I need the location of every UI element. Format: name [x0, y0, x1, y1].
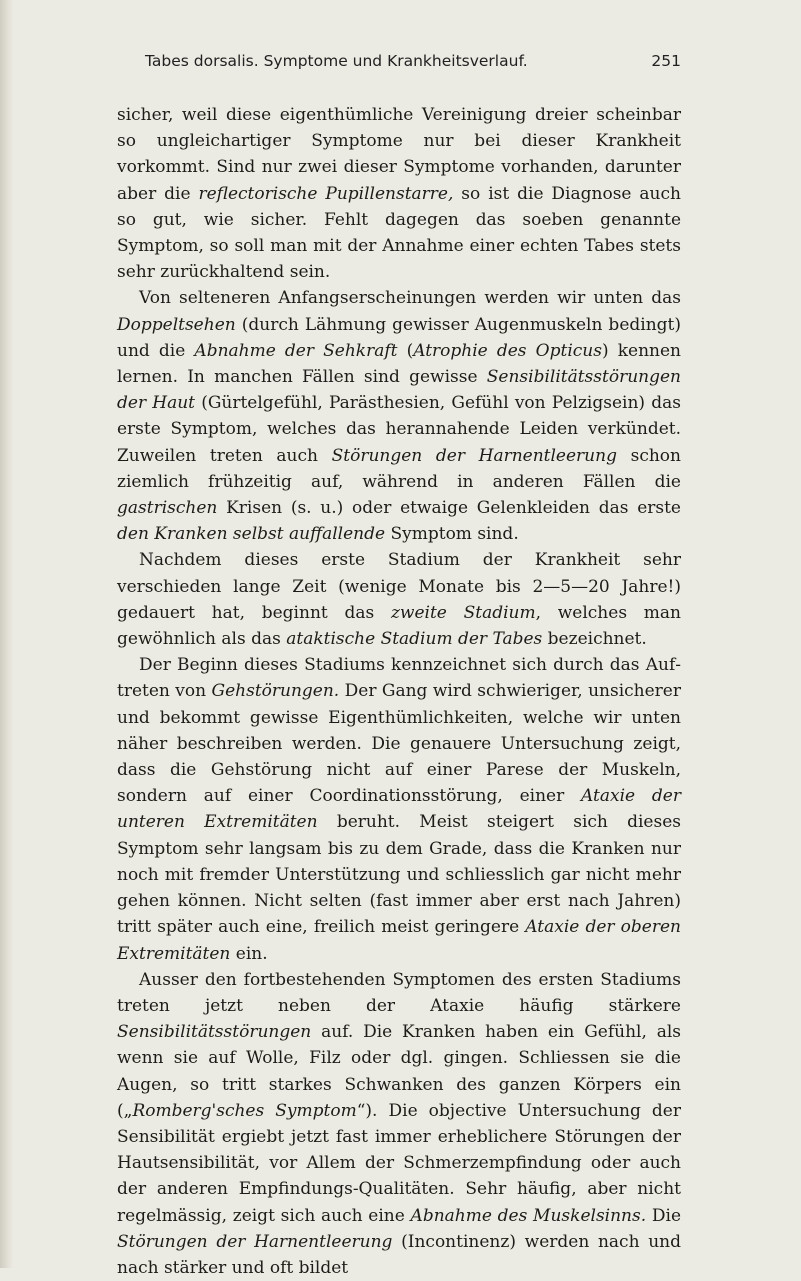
- text-run: auf. Die Kranken haben ein Gefühl, als wenn sie auf Wolle, Filz oder dgl. gingen. Schliessen sie die Augen, so tritt starkes Schwanken des ganzen Körpers ein („: [117, 1022, 681, 1121]
- running-header: [117, 52, 681, 78]
- text-run: (Incontinenz) werden nach und nach stärker und oft bildet: [117, 1231, 681, 1278]
- italic-text: reflectorische Pupillenstarre,: [198, 183, 454, 204]
- book-page: [117, 52, 681, 1281]
- italic-text: Gehstörungen.: [211, 681, 340, 702]
- italic-text: Romberg'sches Symptom: [132, 1100, 357, 1121]
- text-run: beruht. Meist steigert sich dieses Symptom sehr langsam bis zu dem Grade, dass die Kranken nur noch mit fremder Unterstützung und schliesslich gar nicht mehr gehen können. Nicht selten (fast immer aber erst nach Jahren) tritt später auch eine, freilich meist geringere: [117, 812, 682, 938]
- text-run: (: [397, 340, 414, 361]
- italic-text: Sensibilitätsstörungen: [117, 1022, 312, 1043]
- italic-text: gastrischen: [117, 498, 218, 519]
- italic-text: Atrophie des Opticus: [413, 340, 602, 361]
- text-run: Von selteneren Anfangserscheinungen werden wir unten das: [139, 288, 681, 309]
- text-run: Krisen (s. u.) oder etwaige Gelenkleiden das erste: [217, 498, 681, 519]
- body-text: [117, 102, 681, 1281]
- italic-text: Störungen der Harnentleerung: [117, 1231, 393, 1252]
- book-binding-edge: [0, 0, 14, 1268]
- text-run: ein.: [230, 943, 268, 964]
- text-run: Die: [646, 1205, 682, 1226]
- paragraph: [117, 547, 681, 652]
- paragraph: [117, 102, 681, 285]
- page-number: 251: [651, 52, 681, 70]
- italic-text: Abnahme des Muskelsinns.: [410, 1205, 647, 1226]
- text-run: Der Gang wird schwieriger, unsicherer und bekommt gewisse Eigenthümlichkeiten, welche wir unten näher beschreiben werden. Die genauere Untersuchung zeigt, dass die Gehstörung nicht auf einer Parese der Muskeln, sondern auf einer Coordinationsstörung, einer: [117, 681, 681, 807]
- paragraph: [117, 285, 681, 547]
- italic-text: Doppeltsehen: [117, 314, 236, 335]
- italic-text: Abnahme der Sehkraft: [194, 340, 398, 361]
- text-run: Der Beginn dieses Stadiums kennzeichnet sich durch das Auftreten von: [117, 655, 681, 702]
- running-title: Tabes dorsalis. Symptome und Krankheitsverlauf.: [145, 52, 528, 70]
- text-run: Symptom sind.: [385, 524, 519, 545]
- text-run: Nachdem dieses erste Stadium der Krankheit sehr verschieden lange Zeit (wenige Monate bis 2—5—20 Jahre!) gedauert hat, beginnt das: [117, 550, 681, 623]
- italic-text: zweite Stadium: [390, 602, 536, 623]
- text-run: schon ziemlich frühzeitig auf, während in anderen Fällen die: [117, 445, 681, 492]
- italic-text: Störungen der Harnentleerung: [331, 445, 617, 466]
- text-run: “). Die objective Untersuchung der Sensibilität ergiebt jetzt fast immer erheblichere Störungen der Hautsensibilität, vor Allem der Schmerzempfindung oder auch der anderen Empfindungs-Qualitäten. Sehr häufig, aber nicht regelmässig, zeigt sich auch eine: [117, 1100, 681, 1226]
- text-run: sicher, weil diese eigenthümliche Vereinigung dreier scheinbar so ungleichartiger Symptome nur bei dieser Krankheit vorkommt. Sind nur zwei dieser Symptome vorhanden, darunter aber die: [117, 105, 681, 204]
- text-run: (durch Lähmung gewisser Augenmuskeln bedingt) und die: [117, 314, 681, 361]
- text-run: (Gürtelgefühl, Parästhesien, Gefühl von Pelzigsein) das erste Symptom, welches das herannahende Leiden verkündet. Zuweilen treten auch: [117, 393, 681, 466]
- text-run: ) kennen lernen. In manchen Fällen sind gewisse: [117, 340, 681, 388]
- text-run: , welches man gewöhnlich als das: [117, 602, 681, 650]
- text-run: so ist die Diagnose auch so gut, wie sicher. Fehlt dagegen das soeben genannte Symptom, so soll man mit der Annahme einer echten Tabes stets sehr zurückhaltend sein.: [117, 183, 681, 283]
- text-run: Ausser den fortbestehenden Symptomen des ersten Stadiums treten jetzt neben der Ataxie häufig stärkere: [117, 969, 681, 1016]
- italic-text: Ataxie der unteren Extremitäten: [117, 786, 681, 833]
- text-run: bezeichnet.: [542, 629, 647, 650]
- italic-text: Sensibilitätsstörungen der Haut: [117, 367, 681, 414]
- paragraph: [117, 652, 681, 966]
- italic-text: Ataxie der oberen Extremitäten: [117, 917, 681, 964]
- italic-text: ataktische Stadium der Tabes: [286, 629, 543, 650]
- paragraph: [117, 967, 681, 1281]
- italic-text: den Kranken selbst auffallende: [117, 524, 386, 545]
